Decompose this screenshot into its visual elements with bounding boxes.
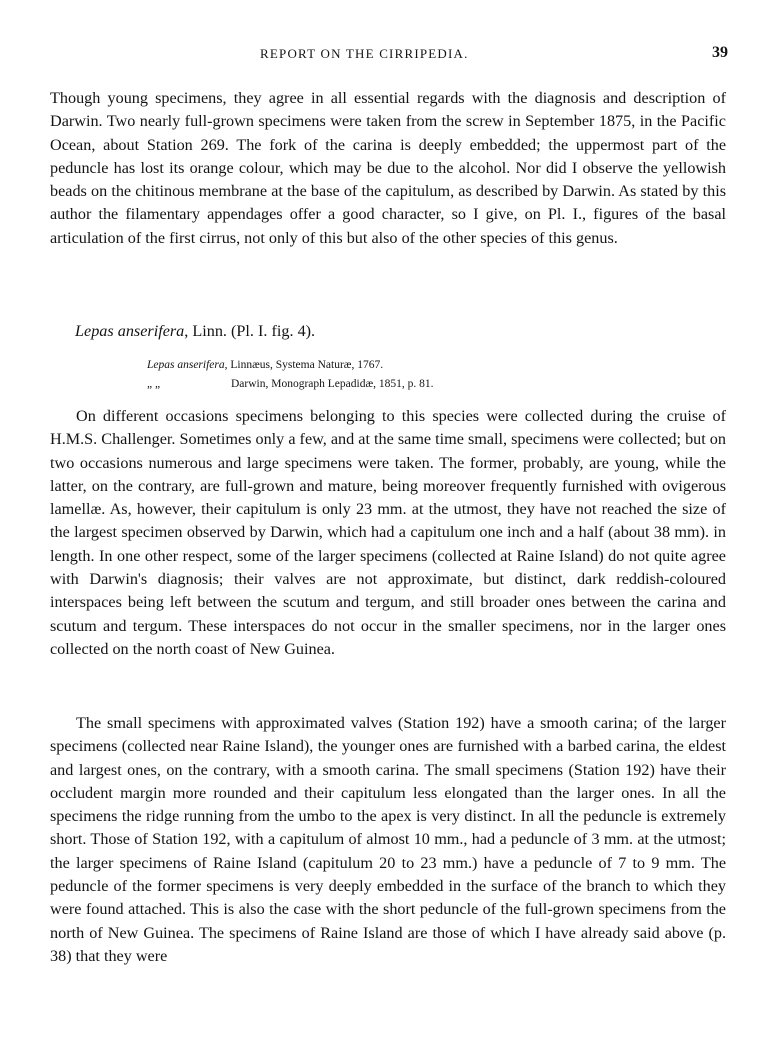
- species-heading: [75, 322, 315, 341]
- paragraph-comparison: The small specimens with approximated valves (Station 192) have a smooth carina; of the larger specimens (collected near Raine Island), the younger ones are furnished with a barbed carina, the eldest and largest ones, on the contrary, with a smooth carina. The small specimens (Station 192) have their occludent margin more rounded and their capitulum less elongated than the larger ones. In all the specimens the ridge running from the umbo to the apex is very distinct. In all the peduncle is extremely short. Those of Station 192, with a capitulum of almost 10 mm., had a peduncle of 3 mm. at the utmost; the larger specimens of Raine Island (capitulum 20 to 23 mm.) have a peduncle of 7 to 9 mm. The peduncle of the former specimens is very deeply embedded in the surface of the branch to which they were found attached. This is also the case with the short peduncle of the full-grown specimens from the north of New Guinea. The specimens of Raine Island are those of which I have already said above (p. 38) that they were: [50, 714, 726, 965]
- synonym-citation: Darwin, Monograph Lepadidæ, 1851, p. 81.: [231, 378, 434, 390]
- ditto-marks: „ „: [147, 378, 161, 390]
- synonymy-entry: [147, 375, 434, 394]
- synonym-name: Lepas anserifera: [147, 359, 225, 371]
- species-authority: , Linn. (Pl. I. fig. 4).: [184, 322, 316, 340]
- running-header-title: REPORT ON THE CIRRIPEDIA.: [260, 46, 469, 61]
- paragraph-intro: Though young specimens, they agree in all essential regards with the diagnosis and description of Darwin. Two nearly full-grown specimens were taken from the screw in September 1875, in the Pacific Ocean, about Station 269. The fork of the carina is deeply embedded; the uppermost part of the peduncle has lost its orange colour, which may be due to the alcohol. Nor did I observe the yellowish beads on the chitinous membrane at the base of the capitulum, as described by Darwin. As stated by this author the filamentary appendages offer a good character, so I give, on Pl. I., figures of the basal articulation of the first cirrus, not only of this but also of the other species of this genus.: [50, 89, 726, 247]
- page-number: 39: [712, 44, 728, 61]
- paragraph-occurrence: On different occasions specimens belonging to this species were collected during the cruise of H.M.S. Challenger. Sometimes only a few, and at the same time small, specimens were collected; but on two occasions numerous and large specimens were taken. The former, probably, are young, while the latter, on the contrary, are full-grown and mature, being moreover frequently furnished with ovigerous lamellæ. As, however, their capitulum is only 23 mm. at the utmost, they have not reached the size of the largest specimen observed by Darwin, which had a capitulum one inch and a half (about 38 mm). in length. In one other respect, some of the larger specimens (collected at Raine Island) do not quite agree with Darwin's diagnosis; their valves are not approximate, but distinct, dark reddish-coloured interspaces being left between the scutum and tergum, and still broader ones between the carina and scutum and tergum. These interspaces do not occur in the smaller specimens, nor in the larger ones collected on the north coast of New Guinea.: [50, 407, 726, 658]
- synonym-citation: , Linnæus, Systema Naturæ, 1767.: [224, 359, 384, 371]
- synonymy-entry: [147, 356, 434, 375]
- synonymy-list: [147, 356, 434, 394]
- species-name: Lepas anserifera: [75, 322, 185, 340]
